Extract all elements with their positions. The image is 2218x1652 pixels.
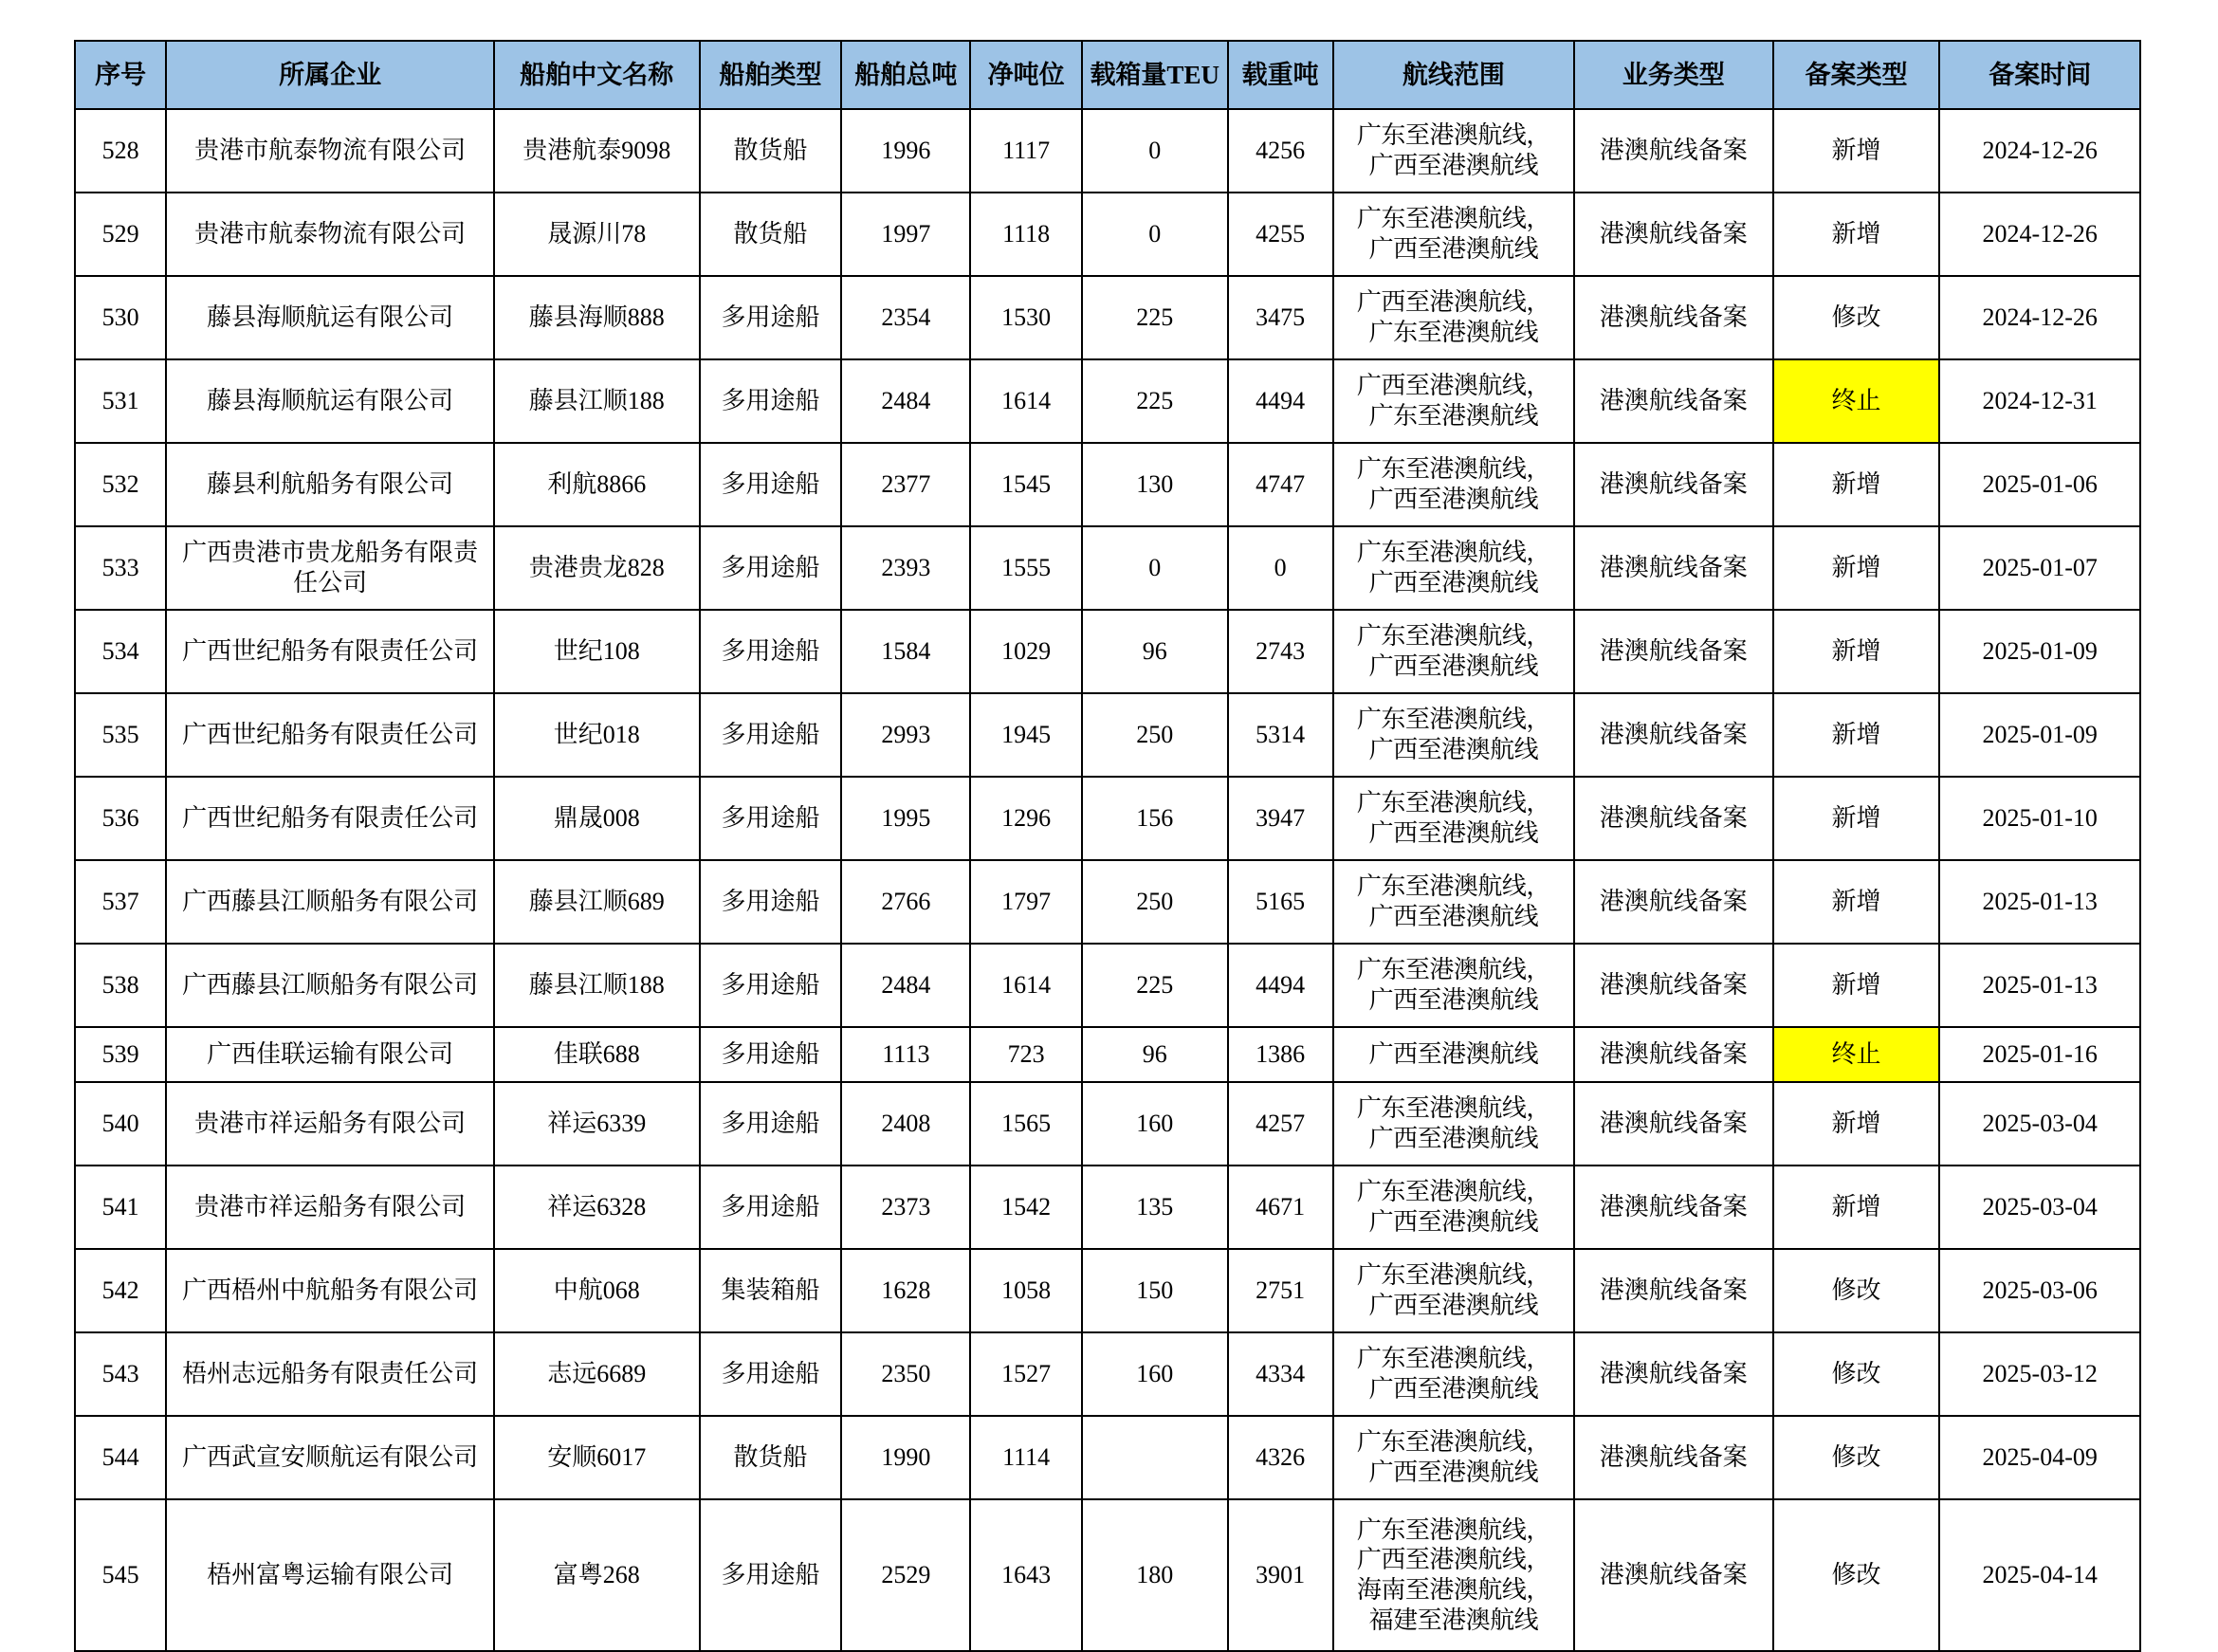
- cell-net-tonnage: 1542: [970, 1166, 1081, 1249]
- cell-net-tonnage: 1296: [970, 777, 1081, 860]
- cell-route-range: [1333, 1166, 1574, 1249]
- route-line: 广东至港澳航线，: [1356, 1094, 1550, 1123]
- cell-ship-type: 多用途船: [700, 610, 842, 693]
- cell-deadweight: 4334: [1228, 1332, 1333, 1416]
- cell-ship-name: 世纪108: [494, 610, 700, 693]
- cell-net-tonnage: 723: [970, 1027, 1081, 1082]
- cell-seq: 537: [75, 860, 166, 944]
- route-line: 广东至港澳航线，: [1356, 1428, 1550, 1457]
- cell-gross-tonnage: 1995: [841, 777, 970, 860]
- cell-seq: 532: [75, 443, 166, 526]
- cell-record-type: 修改: [1773, 1416, 1940, 1499]
- route-line: 广西至港澳航线: [1368, 652, 1539, 680]
- cell-gross-tonnage: 2766: [841, 860, 970, 944]
- cell-deadweight: 4671: [1228, 1166, 1333, 1249]
- cell-business-type: 港澳航线备案: [1574, 359, 1772, 443]
- route-line: 广东至港澳航线: [1368, 402, 1539, 430]
- cell-record-type: 新增: [1773, 526, 1940, 610]
- cell-ship-name: 祥运6339: [494, 1082, 700, 1166]
- cell-teu: 96: [1082, 610, 1228, 693]
- cell-deadweight: 5165: [1228, 860, 1333, 944]
- column-header-ship-type: 船舶类型: [700, 41, 842, 109]
- route-line: 广东至港澳航线，: [1356, 455, 1550, 484]
- cell-seq: 530: [75, 276, 166, 359]
- cell-record-date: 2025-01-10: [1939, 777, 2140, 860]
- cell-record-date: 2025-01-06: [1939, 443, 2140, 526]
- cell-record-type: 新增: [1773, 1082, 1940, 1166]
- ship-record-table-sheet: [74, 40, 2141, 1652]
- cell-ship-type: 多用途船: [700, 693, 842, 777]
- cell-company: 广西藤县江顺船务有限公司: [166, 860, 494, 944]
- table-row: [75, 860, 2140, 944]
- cell-ship-name: 利航8866: [494, 443, 700, 526]
- route-line: 广东至港澳航线: [1368, 319, 1539, 346]
- cell-business-type: 港澳航线备案: [1574, 610, 1772, 693]
- cell-net-tonnage: 1058: [970, 1249, 1081, 1332]
- cell-teu: 180: [1082, 1499, 1228, 1651]
- cell-ship-name: 志远6689: [494, 1332, 700, 1416]
- cell-gross-tonnage: 1113: [841, 1027, 970, 1082]
- route-line: 广西至港澳航线: [1368, 1208, 1539, 1236]
- cell-ship-name: 富粤268: [494, 1499, 700, 1651]
- cell-gross-tonnage: 1628: [841, 1249, 970, 1332]
- cell-teu: 225: [1082, 944, 1228, 1027]
- route-line: 广西至港澳航线: [1368, 486, 1539, 513]
- route-line: 广西至港澳航线: [1368, 1040, 1539, 1069]
- cell-ship-type: 集装箱船: [700, 1249, 842, 1332]
- cell-ship-name: 藤县海顺888: [494, 276, 700, 359]
- cell-ship-name: 祥运6328: [494, 1166, 700, 1249]
- cell-teu: 225: [1082, 359, 1228, 443]
- cell-route-range: [1333, 526, 1574, 610]
- cell-deadweight: 3901: [1228, 1499, 1333, 1651]
- table-row: [75, 1166, 2140, 1249]
- cell-record-date: 2024-12-26: [1939, 109, 2140, 193]
- cell-gross-tonnage: 2529: [841, 1499, 970, 1651]
- cell-company: 藤县利航船务有限公司: [166, 443, 494, 526]
- cell-business-type: 港澳航线备案: [1574, 109, 1772, 193]
- table-row: [75, 777, 2140, 860]
- cell-deadweight: 2751: [1228, 1249, 1333, 1332]
- cell-record-type: 修改: [1773, 1499, 1940, 1651]
- cell-record-date: 2025-01-09: [1939, 693, 2140, 777]
- cell-teu: 250: [1082, 860, 1228, 944]
- cell-seq: 541: [75, 1166, 166, 1249]
- cell-route-range: [1333, 693, 1574, 777]
- cell-teu: 160: [1082, 1082, 1228, 1166]
- cell-deadweight: 3947: [1228, 777, 1333, 860]
- cell-gross-tonnage: 2377: [841, 443, 970, 526]
- cell-gross-tonnage: 1584: [841, 610, 970, 693]
- table-row: [75, 443, 2140, 526]
- cell-record-date: 2024-12-31: [1939, 359, 2140, 443]
- cell-route-range: [1333, 276, 1574, 359]
- route-line: 广西至港澳航线: [1368, 903, 1539, 930]
- cell-gross-tonnage: 2373: [841, 1166, 970, 1249]
- cell-record-date: 2025-03-12: [1939, 1332, 2140, 1416]
- route-line: 广东至港澳航线，: [1356, 1178, 1550, 1206]
- cell-record-type: 新增: [1773, 693, 1940, 777]
- route-line: 广西至港澳航线，: [1356, 288, 1550, 317]
- table-row: [75, 109, 2140, 193]
- cell-deadweight: 4747: [1228, 443, 1333, 526]
- cell-ship-name: 藤县江顺188: [494, 359, 700, 443]
- route-line: 广西至港澳航线: [1368, 736, 1539, 763]
- table-row: [75, 193, 2140, 276]
- cell-seq: 528: [75, 109, 166, 193]
- cell-record-date: 2025-01-13: [1939, 944, 2140, 1027]
- cell-ship-type: 多用途船: [700, 1332, 842, 1416]
- cell-ship-name: 中航068: [494, 1249, 700, 1332]
- cell-seq: 533: [75, 526, 166, 610]
- cell-teu: 250: [1082, 693, 1228, 777]
- cell-business-type: 港澳航线备案: [1574, 777, 1772, 860]
- cell-business-type: 港澳航线备案: [1574, 944, 1772, 1027]
- cell-company: 广西贵港市贵龙船务有限责任公司: [166, 526, 494, 610]
- route-line: 广东至港澳航线，: [1356, 205, 1550, 233]
- cell-company: 广西武宣安顺航运有限公司: [166, 1416, 494, 1499]
- cell-gross-tonnage: 2484: [841, 359, 970, 443]
- ship-record-table: [74, 40, 2141, 1652]
- cell-business-type: 港澳航线备案: [1574, 526, 1772, 610]
- cell-ship-name: 世纪018: [494, 693, 700, 777]
- column-header-teu: 载箱量TEU: [1082, 41, 1228, 109]
- cell-business-type: 港澳航线备案: [1574, 1416, 1772, 1499]
- route-line: 广西至港澳航线: [1368, 235, 1539, 263]
- cell-business-type: 港澳航线备案: [1574, 1332, 1772, 1416]
- cell-ship-name: 安顺6017: [494, 1416, 700, 1499]
- table-row: [75, 526, 2140, 610]
- route-line: 广东至港澳航线，: [1356, 956, 1550, 984]
- cell-teu: [1082, 1416, 1228, 1499]
- cell-ship-type: 多用途船: [700, 526, 842, 610]
- cell-company: 藤县海顺航运有限公司: [166, 276, 494, 359]
- route-line: 广西至港澳航线，: [1356, 1546, 1550, 1574]
- cell-business-type: 港澳航线备案: [1574, 1166, 1772, 1249]
- cell-net-tonnage: 1530: [970, 276, 1081, 359]
- cell-teu: 0: [1082, 526, 1228, 610]
- cell-company: 广西藤县江顺船务有限公司: [166, 944, 494, 1027]
- cell-seq: 542: [75, 1249, 166, 1332]
- cell-ship-type: 多用途船: [700, 777, 842, 860]
- table-row: [75, 1416, 2140, 1499]
- cell-route-range: [1333, 860, 1574, 944]
- cell-record-type: 新增: [1773, 109, 1940, 193]
- route-line: 广东至港澳航线，: [1356, 706, 1550, 734]
- cell-gross-tonnage: 1997: [841, 193, 970, 276]
- cell-seq: 529: [75, 193, 166, 276]
- cell-route-range: [1333, 359, 1574, 443]
- cell-seq: 531: [75, 359, 166, 443]
- cell-route-range: [1333, 1416, 1574, 1499]
- cell-ship-name: 藤县江顺188: [494, 944, 700, 1027]
- cell-net-tonnage: 1527: [970, 1332, 1081, 1416]
- route-line: 广西至港澳航线: [1368, 1459, 1539, 1486]
- column-header-seq: 序号: [75, 41, 166, 109]
- cell-record-date: 2024-12-26: [1939, 193, 2140, 276]
- column-header-record-date: 备案时间: [1939, 41, 2140, 109]
- cell-teu: 0: [1082, 193, 1228, 276]
- column-header-ship-name: 船舶中文名称: [494, 41, 700, 109]
- cell-route-range: [1333, 1249, 1574, 1332]
- route-line: 广东至港澳航线，: [1356, 789, 1550, 817]
- table-body: [75, 109, 2140, 1651]
- route-line: 广东至港澳航线，: [1356, 539, 1550, 567]
- table-row: [75, 693, 2140, 777]
- cell-deadweight: 4257: [1228, 1082, 1333, 1166]
- cell-record-type: 新增: [1773, 1166, 1940, 1249]
- route-line: 广东至港澳航线，: [1356, 121, 1550, 150]
- table-row: [75, 1082, 2140, 1166]
- cell-route-range: [1333, 610, 1574, 693]
- cell-company: 广西世纪船务有限责任公司: [166, 610, 494, 693]
- cell-deadweight: 5314: [1228, 693, 1333, 777]
- table-header: [75, 41, 2140, 109]
- cell-record-date: 2025-01-07: [1939, 526, 2140, 610]
- cell-gross-tonnage: 2354: [841, 276, 970, 359]
- cell-record-type: 新增: [1773, 860, 1940, 944]
- cell-gross-tonnage: 2393: [841, 526, 970, 610]
- cell-teu: 96: [1082, 1027, 1228, 1082]
- cell-route-range: [1333, 109, 1574, 193]
- cell-company: 广西世纪船务有限责任公司: [166, 693, 494, 777]
- cell-gross-tonnage: 2408: [841, 1082, 970, 1166]
- cell-gross-tonnage: 2350: [841, 1332, 970, 1416]
- cell-record-date: 2025-01-13: [1939, 860, 2140, 944]
- cell-teu: 0: [1082, 109, 1228, 193]
- column-header-business-type: 业务类型: [1574, 41, 1772, 109]
- cell-ship-type: 多用途船: [700, 1027, 842, 1082]
- cell-record-type: 新增: [1773, 777, 1940, 860]
- cell-route-range: [1333, 1499, 1574, 1651]
- cell-business-type: 港澳航线备案: [1574, 860, 1772, 944]
- cell-route-range: [1333, 1082, 1574, 1166]
- cell-record-date: 2025-03-06: [1939, 1249, 2140, 1332]
- cell-seq: 544: [75, 1416, 166, 1499]
- table-row: [75, 1027, 2140, 1082]
- cell-record-date: 2025-01-09: [1939, 610, 2140, 693]
- cell-company: 广西梧州中航船务有限公司: [166, 1249, 494, 1332]
- cell-record-date: 2025-04-14: [1939, 1499, 2140, 1651]
- cell-route-range: [1333, 1332, 1574, 1416]
- cell-business-type: 港澳航线备案: [1574, 443, 1772, 526]
- route-line: 广西至港澳航线: [1368, 1292, 1539, 1319]
- cell-business-type: 港澳航线备案: [1574, 1082, 1772, 1166]
- route-line: 广西至港澳航线: [1368, 152, 1539, 179]
- route-line: 广东至港澳航线，: [1356, 1515, 1550, 1544]
- cell-deadweight: 4494: [1228, 359, 1333, 443]
- cell-seq: 539: [75, 1027, 166, 1082]
- cell-teu: 150: [1082, 1249, 1228, 1332]
- cell-record-type: 新增: [1773, 610, 1940, 693]
- cell-seq: 538: [75, 944, 166, 1027]
- route-line: 广西至港澳航线，: [1356, 372, 1550, 400]
- cell-ship-name: 藤县江顺689: [494, 860, 700, 944]
- route-line: 广东至港澳航线，: [1356, 1345, 1550, 1373]
- cell-ship-type: 多用途船: [700, 1166, 842, 1249]
- cell-net-tonnage: 1117: [970, 109, 1081, 193]
- cell-business-type: 港澳航线备案: [1574, 693, 1772, 777]
- route-line: 广东至港澳航线，: [1356, 872, 1550, 901]
- cell-deadweight: 4256: [1228, 109, 1333, 193]
- cell-ship-type: 多用途船: [700, 860, 842, 944]
- route-line: 广东至港澳航线，: [1356, 622, 1550, 651]
- cell-net-tonnage: 1118: [970, 193, 1081, 276]
- cell-seq: 540: [75, 1082, 166, 1166]
- cell-net-tonnage: 1555: [970, 526, 1081, 610]
- column-header-gross-tonnage: 船舶总吨: [841, 41, 970, 109]
- cell-gross-tonnage: 2484: [841, 944, 970, 1027]
- cell-deadweight: 1386: [1228, 1027, 1333, 1082]
- cell-company: 贵港市航泰物流有限公司: [166, 193, 494, 276]
- cell-teu: 135: [1082, 1166, 1228, 1249]
- route-line: 广东至港澳航线，: [1356, 1261, 1550, 1290]
- cell-teu: 225: [1082, 276, 1228, 359]
- route-line: 福建至港澳航线: [1368, 1606, 1539, 1634]
- route-line: 广西至港澳航线: [1368, 1375, 1539, 1403]
- cell-deadweight: 3475: [1228, 276, 1333, 359]
- cell-net-tonnage: 1029: [970, 610, 1081, 693]
- cell-net-tonnage: 1545: [970, 443, 1081, 526]
- cell-route-range: [1333, 443, 1574, 526]
- cell-ship-type: 多用途船: [700, 359, 842, 443]
- cell-net-tonnage: 1614: [970, 359, 1081, 443]
- route-line: 广西至港澳航线: [1368, 569, 1539, 597]
- table-row: [75, 1499, 2140, 1651]
- cell-company: 贵港市航泰物流有限公司: [166, 109, 494, 193]
- cell-net-tonnage: 1797: [970, 860, 1081, 944]
- cell-seq: 536: [75, 777, 166, 860]
- cell-teu: 160: [1082, 1332, 1228, 1416]
- cell-business-type: 港澳航线备案: [1574, 1027, 1772, 1082]
- cell-ship-name: 贵港贵龙828: [494, 526, 700, 610]
- table-row: [75, 944, 2140, 1027]
- cell-deadweight: 4255: [1228, 193, 1333, 276]
- cell-company: 贵港市祥运船务有限公司: [166, 1166, 494, 1249]
- table-row: [75, 276, 2140, 359]
- cell-record-type: 新增: [1773, 944, 1940, 1027]
- cell-net-tonnage: 1565: [970, 1082, 1081, 1166]
- cell-record-type: 修改: [1773, 1249, 1940, 1332]
- cell-record-type-highlighted: 终止: [1773, 359, 1940, 443]
- cell-deadweight: 0: [1228, 526, 1333, 610]
- cell-record-type: 修改: [1773, 276, 1940, 359]
- cell-ship-name: 鼎晟008: [494, 777, 700, 860]
- cell-company: 广西佳联运输有限公司: [166, 1027, 494, 1082]
- cell-ship-type: 多用途船: [700, 1499, 842, 1651]
- cell-business-type: 港澳航线备案: [1574, 1249, 1772, 1332]
- cell-seq: 545: [75, 1499, 166, 1651]
- cell-ship-type: 多用途船: [700, 276, 842, 359]
- column-header-deadweight: 载重吨: [1228, 41, 1333, 109]
- cell-company: 广西世纪船务有限责任公司: [166, 777, 494, 860]
- cell-company: 梧州志远船务有限责任公司: [166, 1332, 494, 1416]
- cell-route-range: [1333, 777, 1574, 860]
- cell-ship-name: 晟源川78: [494, 193, 700, 276]
- cell-record-date: 2025-03-04: [1939, 1166, 2140, 1249]
- cell-business-type: 港澳航线备案: [1574, 1499, 1772, 1651]
- cell-ship-name: 佳联688: [494, 1027, 700, 1082]
- cell-deadweight: 4494: [1228, 944, 1333, 1027]
- column-header-net-tonnage: 净吨位: [970, 41, 1081, 109]
- cell-net-tonnage: 1945: [970, 693, 1081, 777]
- cell-ship-type: 多用途船: [700, 443, 842, 526]
- cell-record-type: 新增: [1773, 193, 1940, 276]
- cell-company: 贵港市祥运船务有限公司: [166, 1082, 494, 1166]
- cell-ship-type: 散货船: [700, 193, 842, 276]
- cell-company: 藤县海顺航运有限公司: [166, 359, 494, 443]
- cell-gross-tonnage: 2993: [841, 693, 970, 777]
- cell-net-tonnage: 1643: [970, 1499, 1081, 1651]
- route-line: 广西至港澳航线: [1368, 986, 1539, 1014]
- column-header-record-type: 备案类型: [1773, 41, 1940, 109]
- cell-ship-type: 散货船: [700, 1416, 842, 1499]
- column-header-company: 所属企业: [166, 41, 494, 109]
- cell-route-range: [1333, 1027, 1574, 1082]
- table-row: [75, 610, 2140, 693]
- cell-seq: 534: [75, 610, 166, 693]
- cell-ship-type: 多用途船: [700, 1082, 842, 1166]
- cell-business-type: 港澳航线备案: [1574, 193, 1772, 276]
- cell-record-date: 2025-01-16: [1939, 1027, 2140, 1082]
- table-row: [75, 359, 2140, 443]
- column-header-route-range: 航线范围: [1333, 41, 1574, 109]
- cell-route-range: [1333, 193, 1574, 276]
- cell-teu: 156: [1082, 777, 1228, 860]
- cell-ship-name: 贵港航泰9098: [494, 109, 700, 193]
- cell-net-tonnage: 1614: [970, 944, 1081, 1027]
- cell-deadweight: 4326: [1228, 1416, 1333, 1499]
- route-line: 广西至港澳航线: [1368, 819, 1539, 847]
- cell-ship-type: 多用途船: [700, 944, 842, 1027]
- cell-seq: 535: [75, 693, 166, 777]
- cell-record-type: 新增: [1773, 443, 1940, 526]
- cell-record-date: 2024-12-26: [1939, 276, 2140, 359]
- cell-record-type-highlighted: 终止: [1773, 1027, 1940, 1082]
- cell-record-type: 修改: [1773, 1332, 1940, 1416]
- cell-business-type: 港澳航线备案: [1574, 276, 1772, 359]
- route-line: 广西至港澳航线: [1368, 1125, 1539, 1152]
- route-line: 海南至港澳航线，: [1356, 1576, 1550, 1604]
- cell-seq: 543: [75, 1332, 166, 1416]
- cell-teu: 130: [1082, 443, 1228, 526]
- cell-company: 梧州富粤运输有限公司: [166, 1499, 494, 1651]
- cell-deadweight: 2743: [1228, 610, 1333, 693]
- cell-record-date: 2025-03-04: [1939, 1082, 2140, 1166]
- cell-record-date: 2025-04-09: [1939, 1416, 2140, 1499]
- table-row: [75, 1249, 2140, 1332]
- cell-gross-tonnage: 1996: [841, 109, 970, 193]
- cell-route-range: [1333, 944, 1574, 1027]
- cell-gross-tonnage: 1990: [841, 1416, 970, 1499]
- table-row: [75, 1332, 2140, 1416]
- cell-net-tonnage: 1114: [970, 1416, 1081, 1499]
- cell-ship-type: 散货船: [700, 109, 842, 193]
- table-header-row: [75, 41, 2140, 109]
